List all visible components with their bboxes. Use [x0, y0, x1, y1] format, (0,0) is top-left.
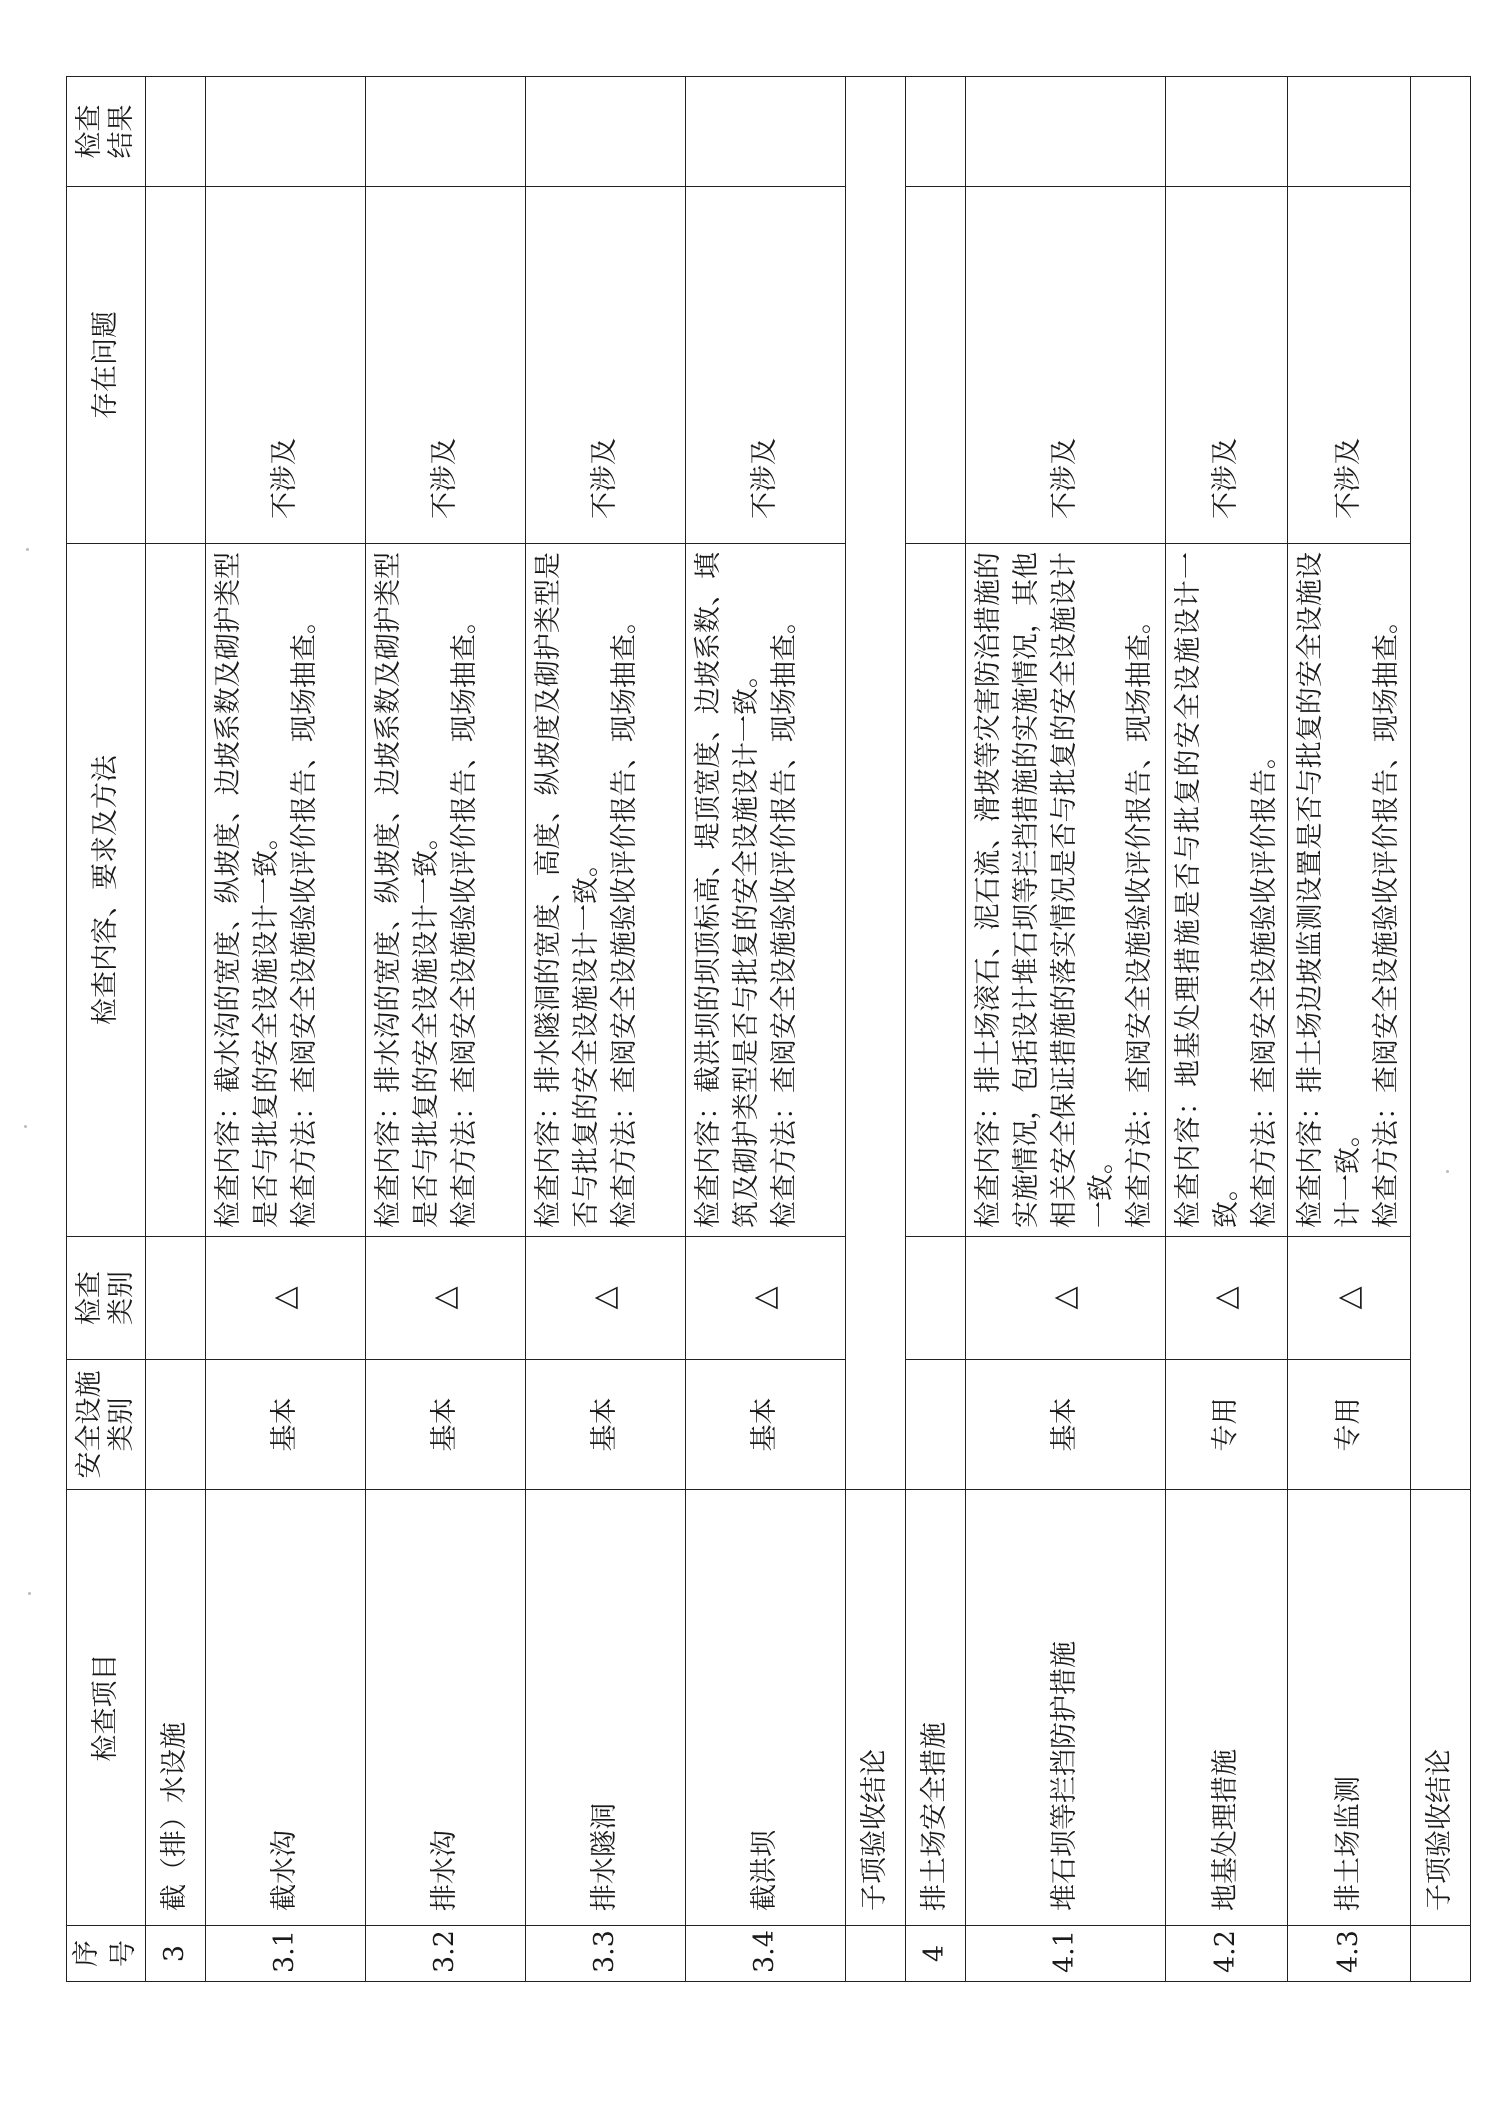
method-text: 检查方法：查阅安全设施验收评价报告。: [1248, 742, 1280, 1228]
content-cell: [1288, 544, 1410, 1237]
item-cell: 排水隧洞: [526, 1490, 686, 1926]
subitem-conclusion-value: [846, 77, 906, 1490]
seq-cell: 3: [146, 1926, 206, 1982]
result-cell: [966, 77, 1166, 187]
check-type-cell: △: [1288, 1237, 1410, 1360]
check-type-cell: △: [1166, 1237, 1288, 1360]
item-cell: 排水沟: [366, 1490, 526, 1926]
content-text: 检查内容：排水沟的宽度、纵坡度、边坡系数及砌护类型是否与批复的安全设施设计一致。: [373, 552, 442, 1228]
item-cell: 截洪坝: [686, 1490, 846, 1926]
result-cell: [526, 77, 686, 187]
subitem-conclusion-label: 子项验收结论: [846, 1490, 906, 1926]
table-row: [1166, 77, 1288, 1982]
item-cell: 排土场安全措施: [906, 1490, 966, 1926]
seq-cell: 4.2: [1166, 1926, 1288, 1982]
table-row: [366, 77, 526, 1982]
issue-cell: 不涉及: [366, 187, 526, 544]
result-cell: [1166, 77, 1288, 187]
check-type-cell: △: [206, 1237, 366, 1360]
content-text: 检查内容：排水隧洞的宽度、高度、纵坡度及砌护类型是否与批复的安全设施设计一致。: [533, 552, 602, 1228]
content-text: 检查内容：排土场边坡监测设置是否与批复的安全设施设计一致。: [1295, 552, 1365, 1228]
check-type-cell: △: [686, 1237, 846, 1360]
issue-cell: 不涉及: [526, 187, 686, 544]
facility-type-cell: 基本: [966, 1360, 1166, 1490]
check-type-cell: △: [366, 1237, 526, 1360]
content-cell: [526, 544, 686, 1237]
method-text: 检查方法：查阅安全设施验收评价报告、现场抽查。: [1124, 607, 1156, 1228]
table-row: [526, 77, 686, 1982]
result-cell: [206, 77, 366, 187]
facility-type-cell: 基本: [526, 1360, 686, 1490]
content-cell: [206, 544, 366, 1237]
table-row: [1410, 77, 1470, 1982]
header-result: 检查 结果: [67, 77, 146, 187]
method-text: 检查方法：查阅安全设施验收评价报告、现场抽查。: [448, 607, 480, 1228]
table-row: [906, 77, 966, 1982]
header-item: 检查项目: [67, 1490, 146, 1926]
content-cell: [1166, 544, 1288, 1237]
result-cell: [686, 77, 846, 187]
check-type-cell: △: [966, 1237, 1166, 1360]
result-cell: [366, 77, 526, 187]
method-text: 检查方法：查阅安全设施验收评价报告、现场抽查。: [768, 607, 800, 1228]
header-issues: 存在问题: [67, 187, 146, 544]
header-row: [67, 77, 146, 1982]
table-row: [1288, 77, 1410, 1982]
seq-cell: 4: [906, 1926, 966, 1982]
facility-type-cell: 专用: [1288, 1360, 1410, 1490]
item-cell: 堆石坝等拦挡防护措施: [966, 1490, 1166, 1926]
content-cell: [966, 544, 1166, 1237]
facility-type-cell: 基本: [206, 1360, 366, 1490]
issue-cell: 不涉及: [1288, 187, 1410, 544]
content-text: 检查内容：截洪坝的坝顶标高、堤顶宽度、边坡系数、填筑及砌护类型是否与批复的安全设施设计一致。: [693, 552, 762, 1228]
issue-cell: 不涉及: [686, 187, 846, 544]
header-check-type: 检查 类别: [67, 1237, 146, 1360]
seq-cell: 4.1: [966, 1926, 1166, 1982]
table-row: [686, 77, 846, 1982]
content-cell: [366, 544, 526, 1237]
table-row: [206, 77, 366, 1982]
method-text: 检查方法：查阅安全设施验收评价报告、现场抽查。: [1370, 607, 1402, 1228]
table-row: [966, 77, 1166, 1982]
seq-cell: 4.3: [1288, 1926, 1410, 1982]
seq-cell: 3.3: [526, 1926, 686, 1982]
content-text: 检查内容：地基处理措施是否与批复的安全设施设计一致。: [1173, 552, 1242, 1228]
content-cell: [686, 544, 846, 1237]
inspection-table: [66, 76, 1471, 1982]
rotated-page: [66, 77, 1455, 1982]
method-text: 检查方法：查阅安全设施验收评价报告、现场抽查。: [288, 607, 320, 1228]
item-cell: 截（排）水设施: [146, 1490, 206, 1926]
content-text: 检查内容：截水沟的宽度、纵坡度、边坡系数及砌护类型是否与批复的安全设施设计一致。: [213, 552, 282, 1228]
content-text: 检查内容：排土场滚石、泥石流、滑坡等灾害防治措施的实施情况，包括设计堆石坝等拦挡措施的实施情况，其他相关安全保证措施的落实情况是否与批复的安全设施设计一致。: [973, 552, 1118, 1228]
seq-cell: 3.2: [366, 1926, 526, 1982]
header-seq: 序号: [67, 1926, 146, 1982]
header-content: 检查内容、要求及方法: [67, 544, 146, 1237]
issue-cell: 不涉及: [966, 187, 1166, 544]
subitem-conclusion-value: [1410, 77, 1470, 1490]
item-cell: 地基处理措施: [1166, 1490, 1288, 1926]
item-cell: 截水沟: [206, 1490, 366, 1926]
issue-cell: 不涉及: [1166, 187, 1288, 544]
item-cell: 排土场监测: [1288, 1490, 1410, 1926]
subitem-conclusion-label: 子项验收结论: [1410, 1490, 1470, 1926]
facility-type-cell: 基本: [686, 1360, 846, 1490]
issue-cell: 不涉及: [206, 187, 366, 544]
facility-type-cell: 基本: [366, 1360, 526, 1490]
facility-type-cell: 专用: [1166, 1360, 1288, 1490]
seq-cell: 3.4: [686, 1926, 846, 1982]
table-row: [846, 77, 906, 1982]
result-cell: [1288, 77, 1410, 187]
header-facility-type: 安全设施 类别: [67, 1360, 146, 1490]
seq-cell: 3.1: [206, 1926, 366, 1982]
method-text: 检查方法：查阅安全设施验收评价报告、现场抽查。: [608, 607, 640, 1228]
check-type-cell: △: [526, 1237, 686, 1360]
table-row: [146, 77, 206, 1982]
